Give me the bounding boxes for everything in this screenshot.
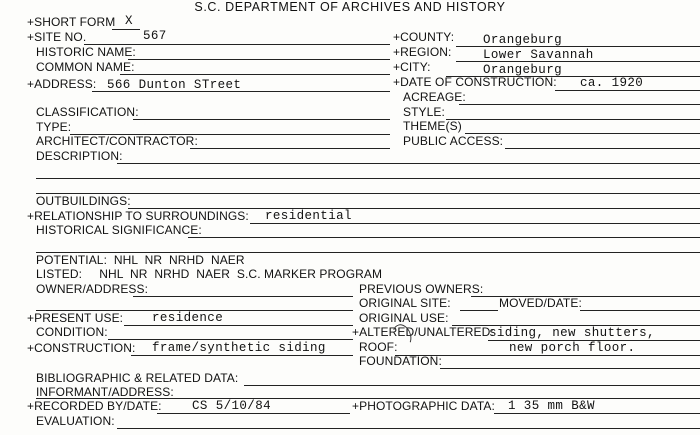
foundation-label: FOUNDATION: bbox=[359, 354, 442, 368]
historic-name-label: HISTORIC NAME: bbox=[36, 45, 136, 59]
county-value: Orangeburg bbox=[483, 33, 563, 47]
historical-significance-line-1 bbox=[188, 237, 700, 238]
public-access-line bbox=[505, 148, 700, 149]
altered-value-2: new porch floor. bbox=[509, 341, 636, 355]
site-no-label: +SITE NO. bbox=[27, 30, 87, 44]
construction-line bbox=[131, 355, 353, 356]
roof-label: ROOF: bbox=[359, 340, 398, 354]
original-site-label: ORIGINAL SITE: bbox=[359, 296, 451, 310]
historical-significance-label: HISTORICAL SIGNIFICANCE: bbox=[36, 223, 202, 237]
moved-date-label: MOVED/DATE: bbox=[499, 296, 582, 310]
county-line bbox=[456, 46, 700, 47]
photographic-line bbox=[494, 413, 700, 414]
description-line-2 bbox=[36, 178, 700, 179]
owner-address-line bbox=[133, 296, 353, 297]
relationship-value: residential bbox=[265, 209, 352, 223]
style-line bbox=[446, 119, 700, 120]
original-use-label: ORIGINAL USE: bbox=[359, 311, 449, 325]
region-label: +REGION: bbox=[393, 45, 452, 59]
bibliographic-label: BIBLIOGRAPHIC & RELATED DATA: bbox=[36, 371, 239, 385]
condition-label: CONDITION: bbox=[36, 325, 108, 339]
date-construction-label: +DATE OF CONSTRUCTION: bbox=[393, 75, 557, 89]
original-site-line bbox=[460, 310, 498, 311]
classification-line bbox=[133, 119, 390, 120]
city-value: Orangeburg bbox=[483, 63, 563, 77]
short-form-label: +SHORT FORM bbox=[27, 15, 116, 29]
photographic-label: +PHOTOGRAPHIC DATA: bbox=[352, 399, 495, 413]
site-no-value: 567 bbox=[143, 29, 167, 43]
short-form-value: X bbox=[125, 14, 133, 28]
altered-label: +ALTERED/UNALTERED: bbox=[352, 325, 494, 339]
moved-date-line bbox=[580, 310, 700, 311]
architect-label: ARCHITECT/CONTRACTOR: bbox=[36, 134, 198, 148]
common-name-label: COMMON NAME: bbox=[36, 60, 135, 74]
acreage-line bbox=[459, 104, 700, 105]
description-line-3 bbox=[36, 193, 700, 194]
form-header: S.C. DEPARTMENT OF ARCHIVES AND HISTORY bbox=[194, 0, 506, 14]
description-label: DESCRIPTION: bbox=[36, 149, 123, 163]
listed-options: LISTED: NHL NR NRHD NAER S.C. MARKER PROGRAM bbox=[36, 267, 383, 281]
construction-label: +CONSTRUCTION: bbox=[27, 341, 136, 355]
present-use-label: +PRESENT USE: bbox=[27, 311, 124, 325]
evaluation-line bbox=[117, 428, 700, 429]
evaluation-label: EVALUATION: bbox=[36, 414, 115, 428]
address-label: +ADDRESS: bbox=[27, 77, 97, 91]
recorded-by-line bbox=[157, 413, 350, 414]
construction-value: frame/synthetic siding bbox=[152, 341, 326, 355]
photographic-value: 1 35 mm B&W bbox=[508, 399, 595, 413]
address-line bbox=[92, 91, 390, 92]
present-use-value: residence bbox=[152, 311, 224, 325]
owner-address-label: OWNER/ADDRESS: bbox=[36, 282, 149, 296]
relationship-label: +RELATIONSHIP TO SURROUNDINGS: bbox=[27, 209, 249, 223]
foundation-line bbox=[440, 368, 700, 369]
address-value: 566 Dunton STreet bbox=[107, 78, 242, 92]
relationship-line bbox=[250, 223, 700, 224]
region-value: Lower Savannah bbox=[483, 48, 594, 62]
previous-owners-label: PREVIOUS OWNERS: bbox=[359, 282, 484, 296]
county-label: +COUNTY: bbox=[393, 30, 455, 44]
classification-label: CLASSIFICATION: bbox=[36, 105, 139, 119]
outbuildings-label: OUTBUILDINGS: bbox=[36, 194, 131, 208]
region-line bbox=[456, 61, 700, 62]
recorded-by-value: CS 5/10/84 bbox=[192, 399, 272, 413]
public-access-label: PUBLIC ACCESS: bbox=[403, 134, 504, 148]
bibliographic-line bbox=[244, 385, 700, 386]
style-label: STYLE: bbox=[403, 105, 445, 119]
theme-label: THEME(S) bbox=[403, 119, 462, 133]
architect-line bbox=[190, 148, 390, 149]
potential-options: POTENTIAL: NHL NR NRHD NAER bbox=[36, 253, 245, 267]
present-use-line bbox=[124, 325, 353, 326]
date-construction-line bbox=[555, 90, 700, 91]
condition-line bbox=[108, 339, 353, 340]
recorded-by-label: +RECORDED BY/DATE: bbox=[27, 399, 162, 413]
city-label: +CITY: bbox=[393, 60, 431, 74]
short-form-line bbox=[112, 29, 140, 30]
date-construction-value: ca. 1920 bbox=[580, 76, 644, 90]
type-label: TYPE: bbox=[36, 120, 72, 134]
acreage-label: ACREAGE: bbox=[403, 90, 466, 104]
informant-label: INFORMANT/ADDRESS: bbox=[36, 385, 174, 399]
altered-value-1: siding, new shutters, bbox=[489, 326, 655, 340]
historic-name-line bbox=[128, 59, 390, 60]
description-line-1 bbox=[117, 163, 700, 164]
common-name-line bbox=[120, 74, 390, 75]
